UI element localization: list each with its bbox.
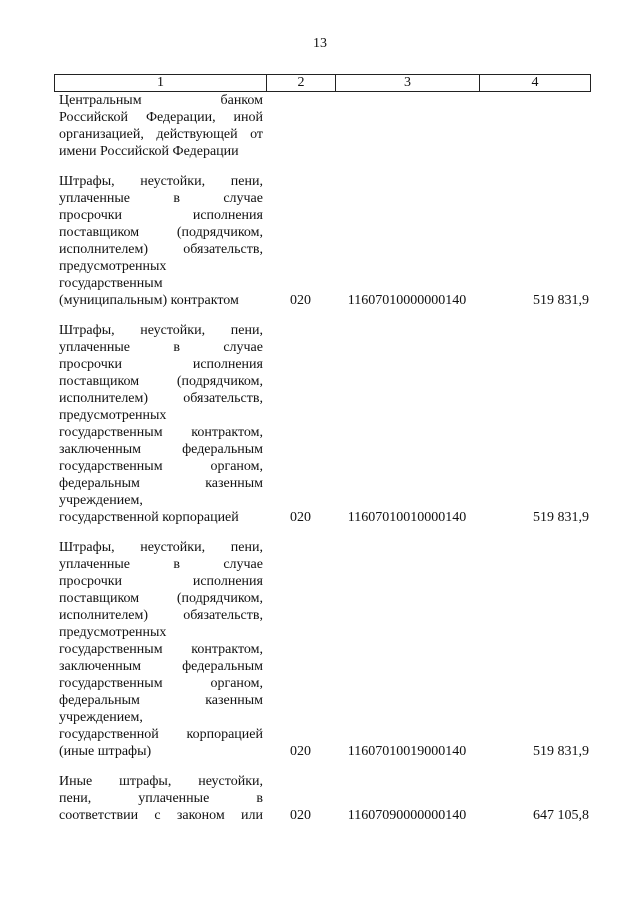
description-line: заключенным федеральным bbox=[59, 442, 263, 457]
description-line: поставщиком (подрядчиком, bbox=[59, 591, 263, 606]
table-header bbox=[54, 74, 591, 92]
description-line: государственной корпорацией bbox=[59, 510, 239, 525]
row-description bbox=[54, 322, 266, 526]
description-line: заключенным федеральным bbox=[59, 659, 263, 674]
table-row bbox=[54, 773, 591, 824]
description-line: учреждением, bbox=[59, 493, 143, 508]
description-line: государственной корпорацией bbox=[59, 727, 263, 742]
row-amount: 647 105,8 bbox=[533, 808, 589, 823]
table-row bbox=[54, 539, 591, 760]
description-line: пени, уплаченные в bbox=[59, 791, 263, 806]
description-line: организацией, действующей от bbox=[59, 127, 263, 142]
row-amount: 519 831,9 bbox=[533, 510, 589, 525]
description-line: Центральным банком bbox=[59, 93, 263, 108]
description-line: федеральным казенным bbox=[59, 476, 263, 491]
description-line: (муниципальным) контрактом bbox=[59, 293, 239, 308]
row-kbk: 11607010019000140 bbox=[347, 744, 467, 759]
description-line: учреждением, bbox=[59, 710, 143, 725]
description-line: уплаченные в случае bbox=[59, 340, 263, 355]
header-col-4: 4 bbox=[531, 75, 539, 90]
description-line: исполнителем) обязательств, bbox=[59, 391, 263, 406]
page-number: 13 bbox=[313, 36, 327, 51]
description-line: государственным органом, bbox=[59, 459, 263, 474]
row-description bbox=[54, 773, 266, 824]
row-kbk: 11607010010000140 bbox=[347, 510, 467, 525]
description-line: Штрафы, неустойки, пени, bbox=[59, 174, 263, 189]
description-line: (иные штрафы) bbox=[59, 744, 152, 759]
table-row bbox=[54, 173, 591, 309]
description-line: государственным контрактом, bbox=[59, 425, 263, 440]
row-code: 020 bbox=[290, 510, 311, 525]
row-amount: 519 831,9 bbox=[533, 293, 589, 308]
description-line: Российской Федерации, иной bbox=[59, 110, 263, 125]
row-description bbox=[54, 92, 266, 160]
description-line: имени Российской Федерации bbox=[59, 144, 239, 159]
description-line: предусмотренных bbox=[59, 259, 167, 274]
row-kbk: 11607090000000140 bbox=[347, 808, 467, 823]
description-line: Иные штрафы, неустойки, bbox=[59, 774, 263, 789]
row-code: 020 bbox=[290, 744, 311, 759]
description-line: Штрафы, неустойки, пени, bbox=[59, 540, 263, 555]
description-line: просрочки исполнения bbox=[59, 574, 263, 589]
description-line: федеральным казенным bbox=[59, 693, 263, 708]
description-line: просрочки исполнения bbox=[59, 357, 263, 372]
row-code: 020 bbox=[290, 808, 311, 823]
table-row bbox=[54, 92, 591, 160]
description-line: государственным контрактом, bbox=[59, 642, 263, 657]
description-line: уплаченные в случае bbox=[59, 557, 263, 572]
description-line: поставщиком (подрядчиком, bbox=[59, 374, 263, 389]
header-col-2: 2 bbox=[267, 75, 336, 91]
description-line: государственным органом, bbox=[59, 676, 263, 691]
header-col-3: 3 bbox=[336, 75, 480, 91]
description-line: предусмотренных bbox=[59, 408, 167, 423]
row-description bbox=[54, 539, 266, 760]
row-description bbox=[54, 173, 266, 309]
description-line: Штрафы, неустойки, пени, bbox=[59, 323, 263, 338]
description-line: просрочки исполнения bbox=[59, 208, 263, 223]
table-row bbox=[54, 322, 591, 526]
description-line: исполнителем) обязательств, bbox=[59, 242, 263, 257]
row-code: 020 bbox=[290, 293, 311, 308]
row-kbk: 11607010000000140 bbox=[347, 293, 467, 308]
row-amount: 519 831,9 bbox=[533, 744, 589, 759]
description-line: соответствии с законом или bbox=[59, 808, 263, 823]
description-line: исполнителем) обязательств, bbox=[59, 608, 263, 623]
table-body bbox=[54, 92, 591, 824]
description-line: предусмотренных bbox=[59, 625, 167, 640]
description-line: поставщиком (подрядчиком, bbox=[59, 225, 263, 240]
header-col-1: 1 bbox=[55, 75, 267, 91]
description-line: государственным bbox=[59, 276, 163, 291]
description-line: уплаченные в случае bbox=[59, 191, 263, 206]
